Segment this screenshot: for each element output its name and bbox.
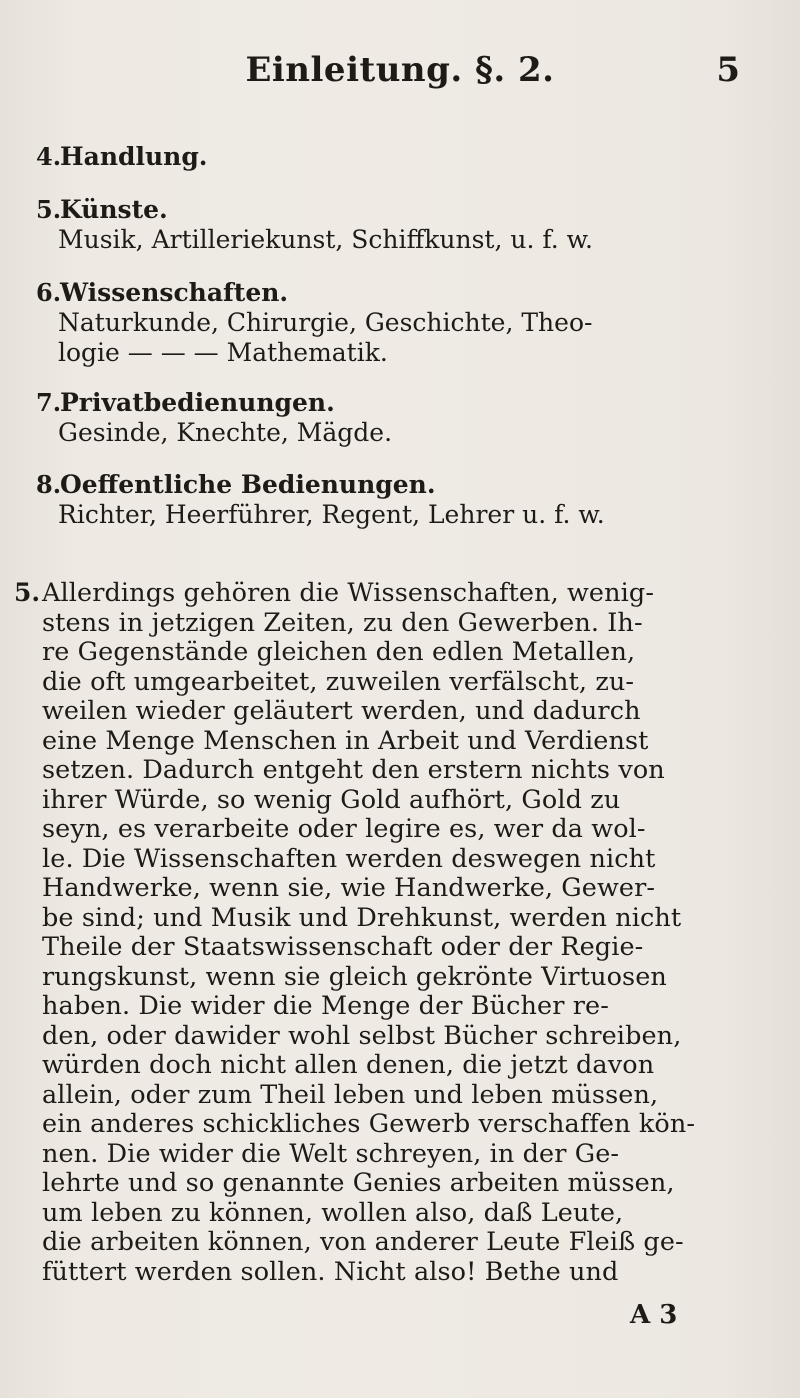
paragraph-line: weilen wieder geläutert werden, und dadurch xyxy=(42,696,641,726)
paragraph-line: Allerdings gehören die Wissenschaften, wenig- xyxy=(42,578,655,608)
paragraph-line: ihrer Würde, so wenig Gold aufhört, Gold zu xyxy=(42,784,621,815)
paragraph-line: le. Die Wissenschaften werden deswegen nicht xyxy=(42,843,656,874)
running-title: Einleitung. §. 2. xyxy=(245,50,555,90)
paragraph-line: nen. Die wider die Welt schreyen, in der Ge- xyxy=(42,1138,620,1169)
list-item-number: 5. xyxy=(36,195,62,224)
list-item-heading: Wissenschaften. xyxy=(60,278,289,307)
list-item xyxy=(36,278,776,398)
list-item-text: Gesinde, Knechte, Mägde. xyxy=(58,418,393,447)
list-item xyxy=(36,195,776,275)
page-header xyxy=(40,50,760,96)
paragraph-line: füttert werden sollen. Nicht also! Bethe und xyxy=(42,1256,619,1287)
list-item-text: Richter, Heerführer, Regent, Lehrer u. f. w. xyxy=(58,500,605,529)
list-item-number: 8. xyxy=(36,470,62,499)
paragraph-line: lehrte und so genannte Genies arbeiten müssen, xyxy=(42,1168,675,1198)
paragraph-number: 5. xyxy=(14,578,41,607)
list-item xyxy=(36,388,776,468)
paragraph-line: eine Menge Menschen in Arbeit und Verdienst xyxy=(42,725,649,756)
list-item-heading: Handlung. xyxy=(60,142,208,171)
paragraph-line: be sind; und Musik und Drehkunst, werden nicht xyxy=(42,902,682,933)
list-item-heading: Künste. xyxy=(60,195,168,224)
paragraph-line: setzen. Dadurch entgeht den erstern nichts von xyxy=(42,755,665,785)
paragraph-line: Handwerke, wenn sie, wie Handwerke, Gewer- xyxy=(42,873,656,903)
signature-mark: A 3 xyxy=(630,1300,678,1330)
list-item xyxy=(36,142,776,182)
paragraph-line: um leben zu können, wollen also, daß Leute, xyxy=(42,1197,624,1228)
paragraph-line: die oft umgearbeitet, zuweilen verfälscht, zu- xyxy=(42,666,635,697)
list-item-number: 4. xyxy=(36,142,62,171)
list-item-text: logie — — — Mathematik. xyxy=(58,338,388,367)
paragraph-line: haben. Die wider die Menge der Bücher re- xyxy=(42,991,609,1021)
paragraph-line: allein, oder zum Theil leben und leben müssen, xyxy=(42,1079,659,1110)
paragraph-line: rungskunst, wenn sie gleich gekrönte Virtuosen xyxy=(42,961,667,992)
paragraph-line: den, oder dawider wohl selbst Bücher schreiben, xyxy=(42,1020,682,1051)
paragraph-line: ein anderes schickliches Gewerb verschaffen kön- xyxy=(42,1109,696,1139)
list-item-number: 7. xyxy=(36,388,62,417)
list-item-heading: Oeffentliche Bedienungen. xyxy=(60,470,436,499)
page-number: 5 xyxy=(716,50,740,90)
paragraph-line: die arbeiten können, von anderer Leute Fleiß ge- xyxy=(42,1227,684,1257)
paragraph-line: re Gegenstände gleichen den edlen Metallen, xyxy=(42,637,636,667)
paragraph-line: stens in jetzigen Zeiten, zu den Gewerben. Ih- xyxy=(42,607,643,638)
paragraph-line: würden doch nicht allen denen, die jetzt davon xyxy=(42,1050,655,1080)
paragraph-line: seyn, es verarbeite oder legire es, wer da wol- xyxy=(42,814,646,844)
list-item-text: Musik, Artilleriekunst, Schiffkunst, u. f. w. xyxy=(58,225,593,254)
list-item xyxy=(36,470,776,550)
list-item-number: 6. xyxy=(36,278,62,307)
list-item-heading: Privatbedienungen. xyxy=(60,388,335,417)
list-item-text: Naturkunde, Chirurgie, Geschichte, Theo- xyxy=(58,308,593,337)
paragraph-line: Theile der Staatswissenschaft oder der Regie- xyxy=(42,932,644,962)
